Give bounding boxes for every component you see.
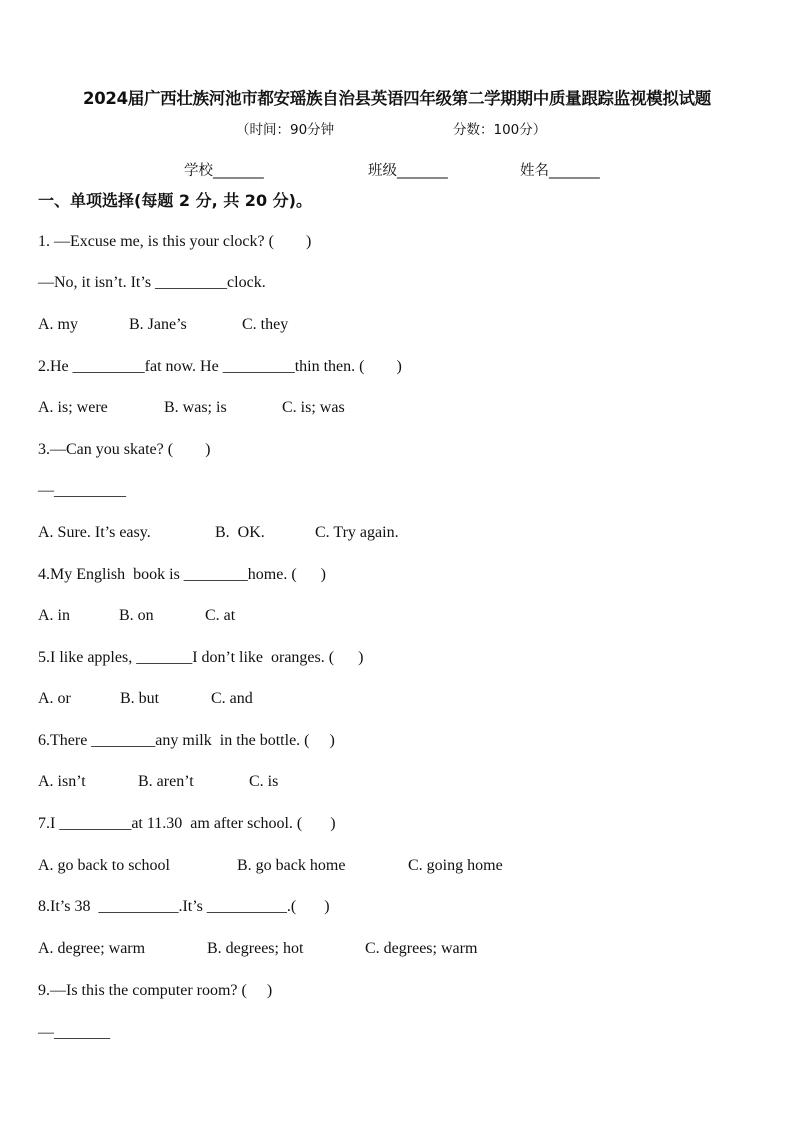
question-text: 4.My English book is ________home. ( ) <box>38 566 326 583</box>
question-text: —_________ <box>38 482 126 499</box>
question-text: 9.—Is this the computer room? ( ) <box>38 982 273 999</box>
exam-score: 分数：100分） <box>453 122 547 138</box>
option-c: C. Try again. <box>315 524 399 541</box>
option-a: A. go back to school <box>38 857 170 874</box>
option-a: A. in <box>38 607 70 624</box>
option-b: B. Jane’s <box>129 316 187 333</box>
option-a: A. is; were <box>38 399 108 416</box>
exam-time: （时间：90分钟 <box>236 122 335 138</box>
question-text: 8.It’s 38 __________.It’s __________.( ) <box>38 898 330 915</box>
option-a: A. Sure. It’s easy. <box>38 524 151 541</box>
school-field: 学校_______ <box>184 163 264 179</box>
option-c: C. they <box>242 316 289 333</box>
option-b: B. OK. <box>215 524 265 541</box>
option-b: B. but <box>120 690 160 707</box>
option-c: C. is <box>249 773 279 790</box>
question-text: 5.I like apples, _______I don’t like oranges. ( ) <box>38 649 364 666</box>
option-c: C. at <box>205 607 236 624</box>
question-text: —No, it isn’t. It’s _________clock. <box>38 274 266 291</box>
option-a: A. my <box>38 316 78 333</box>
option-a: A. isn’t <box>38 773 86 790</box>
option-b: B. go back home <box>237 857 346 874</box>
question-text: 7.I _________at 11.30 am after school. ( ) <box>38 815 336 832</box>
option-a: A. or <box>38 690 71 707</box>
name-field: 姓名_______ <box>520 163 600 179</box>
question-text: 1. —Excuse me, is this your clock? ( ) <box>38 233 312 250</box>
question-text: 3.—Can you skate? ( ) <box>38 441 211 458</box>
option-c: C. is; was <box>282 399 345 416</box>
class-field: 班级_______ <box>368 163 448 179</box>
option-b: B. on <box>119 607 154 624</box>
option-b: B. was; is <box>164 399 227 416</box>
page-title: 2024届广西壮族河池市都安瑶族自治县英语四年级第二学期期中质量跟踪监视模拟试题 <box>83 89 711 108</box>
question-text: 2.He _________fat now. He _________thin then. ( ) <box>38 358 402 375</box>
option-c: C. going home <box>408 857 503 874</box>
question-text: 6.There ________any milk in the bottle. ( ) <box>38 732 335 749</box>
option-b: B. aren’t <box>138 773 194 790</box>
question-text: —_______ <box>38 1024 110 1041</box>
option-b: B. degrees; hot <box>207 940 304 957</box>
option-c: C. degrees; warm <box>365 940 478 957</box>
option-c: C. and <box>211 690 253 707</box>
section-heading: 一、单项选择(每题 2 分, 共 20 分)。 <box>38 191 312 210</box>
option-a: A. degree; warm <box>38 940 146 957</box>
